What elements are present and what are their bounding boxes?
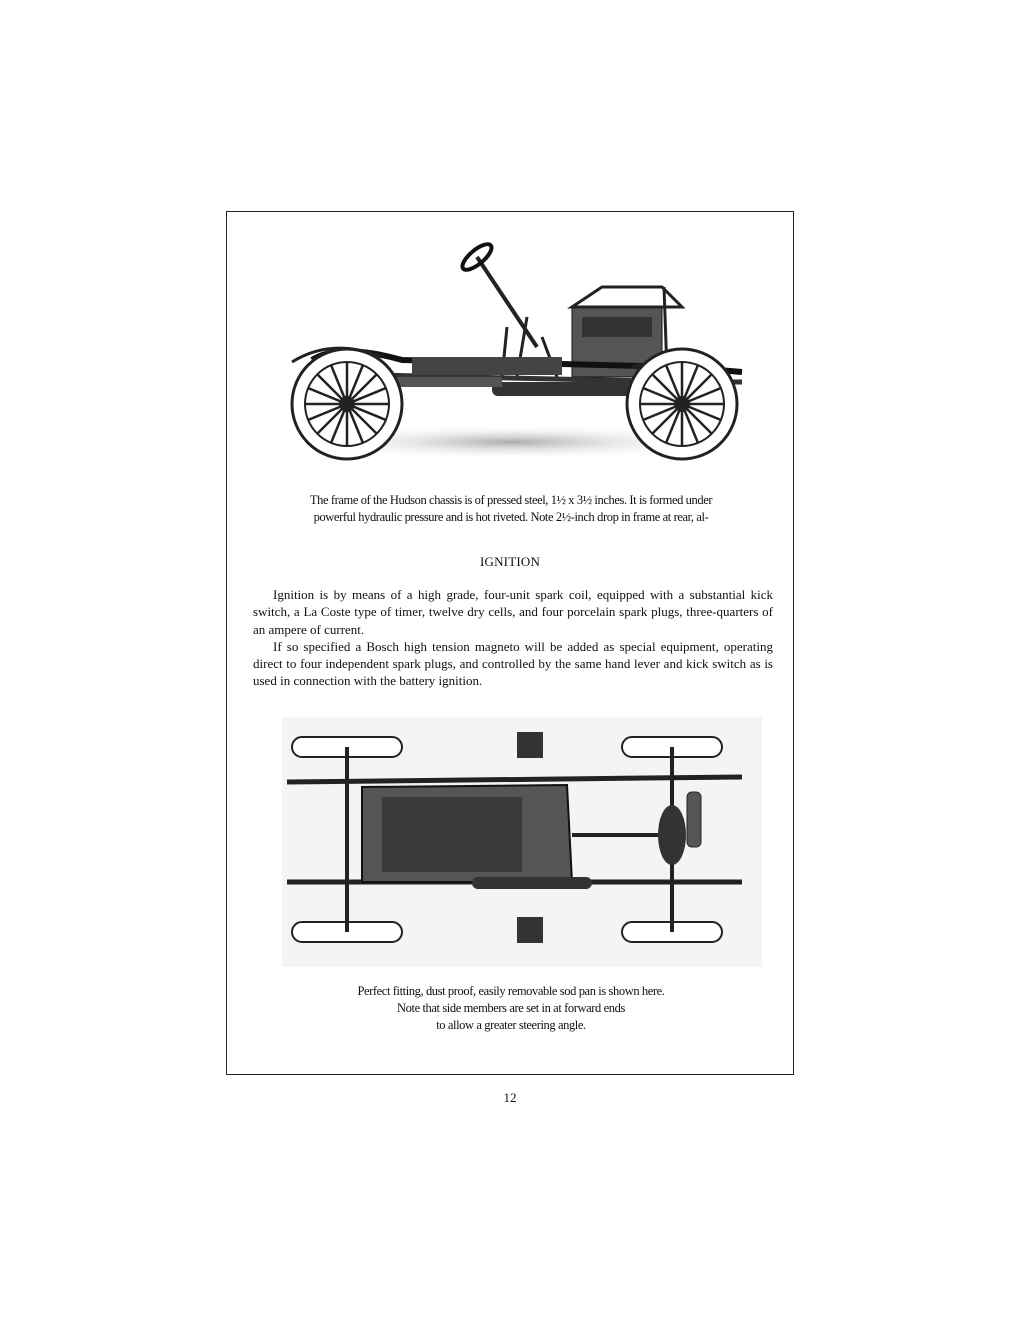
page-number: 12 (503, 1090, 517, 1105)
chassis-side-view-image (272, 232, 752, 472)
section-heading: IGNITION (479, 554, 541, 569)
page-frame (226, 211, 794, 1075)
caption-line: to allow a greater steering angle. (436, 1018, 586, 1032)
paragraph: If so specified a Bosch high tension magneto will be added as special equipment, operating direct to four independent spark plugs, and controlled by the same hand lever and kick switch as is used in connection with the battery ignition. (253, 638, 773, 689)
caption-line: powerful hydraulic pressure and is hot riveted. Note 2½-inch drop in frame at rear, al- (313, 510, 709, 524)
side-view-caption (227, 492, 795, 526)
top-view-caption (227, 983, 795, 1034)
rear-wheel (292, 349, 402, 459)
caption-line: Note that side members are set in at forward ends (397, 1001, 625, 1015)
chassis-top-view-image (282, 717, 762, 967)
front-wheel (627, 349, 737, 459)
caption-line: Perfect fitting, dust proof, easily removable sod pan is shown here. (357, 984, 665, 998)
paragraph: Ignition is by means of a high grade, four-unit spark coil, equipped with a substantial kick switch, a La Coste type of timer, twelve dry cells, and four porcelain spark plugs, three-quarters of an ampere of current. (253, 587, 773, 637)
caption-line: The frame of the Hudson chassis is of pressed steel, 1½ x 3½ inches. It is formed under (309, 493, 713, 507)
section-body (253, 586, 773, 690)
